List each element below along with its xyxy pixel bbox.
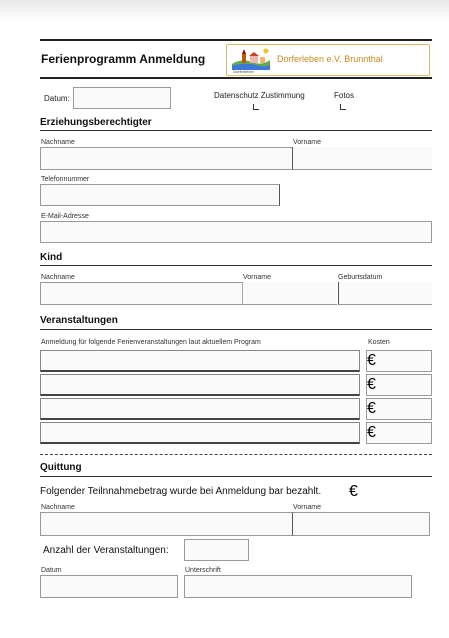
events-rule — [40, 329, 432, 330]
events-kosten-label: Kosten — [368, 339, 390, 346]
events-heading: Veranstaltungen — [40, 315, 118, 326]
event-row-1[interactable] — [40, 350, 360, 372]
guardian-email-label: E-Mail-Adresse — [41, 213, 89, 220]
receipt-unterschrift-label: Unterschrift — [185, 567, 221, 574]
euro-icon: € — [349, 483, 358, 500]
receipt-statement: Folgender Teilnnahmebetrag wurde bei Anmeldung bar bezahlt. — [40, 486, 322, 497]
header-bottom-rule — [40, 77, 432, 79]
datum-field[interactable] — [73, 87, 171, 109]
receipt-vorname-field[interactable] — [292, 512, 430, 536]
child-nachname-label: Nachname — [41, 274, 75, 281]
guardian-telefon-label: Telefonnummer — [41, 176, 90, 183]
receipt-nachname-label: Nachname — [41, 504, 75, 511]
top-shadow — [0, 0, 449, 22]
receipt-unterschrift-field[interactable] — [184, 575, 412, 598]
child-geburtsdatum-field[interactable] — [338, 282, 432, 305]
event-row-3[interactable] — [40, 398, 360, 420]
receipt-anzahl-label: Anzahl der Veranstaltungen: — [43, 545, 169, 556]
receipt-vorname-label: Vorname — [293, 504, 322, 511]
child-rule — [40, 265, 432, 266]
guardian-rule — [40, 130, 432, 131]
receipt-rule — [40, 476, 432, 477]
euro-icon: € — [367, 376, 376, 393]
child-heading: Kind — [40, 252, 63, 263]
datum-label: Datum: — [44, 94, 70, 103]
euro-icon: € — [367, 424, 376, 441]
form-title: Ferienprogramm Anmeldung — [41, 52, 206, 66]
child-nachname-field[interactable] — [40, 282, 242, 305]
logo-caption: Dorferleben — [233, 69, 254, 74]
euro-icon: € — [367, 400, 376, 417]
receipt-anzahl-field[interactable] — [184, 539, 249, 561]
guardian-heading: Erziehungsberechtigter — [40, 117, 152, 128]
header-top-rule — [40, 39, 432, 41]
receipt-datum-label: Datum — [41, 567, 62, 574]
cut-line — [40, 454, 432, 455]
event-row-2[interactable] — [40, 374, 360, 396]
org-logo-box — [226, 44, 430, 76]
guardian-telefon-field[interactable] — [40, 184, 280, 206]
guardian-nachname-field[interactable] — [40, 147, 292, 170]
guardian-vorname-label: Vorname — [293, 139, 322, 146]
datenschutz-label: Datenschutz Zustimmung — [214, 91, 305, 100]
events-anmeldung-label: Anmeldung für folgende Ferienveranstaltungen laut aktuellem Program — [41, 339, 261, 346]
guardian-vorname-field[interactable] — [292, 147, 432, 170]
child-vorname-label: Vorname — [243, 274, 272, 281]
euro-icon: € — [367, 352, 376, 369]
receipt-nachname-field[interactable] — [40, 512, 292, 536]
child-vorname-field[interactable] — [242, 282, 337, 305]
receipt-heading: Quittung — [40, 462, 82, 473]
guardian-nachname-label: Nachname — [41, 139, 75, 146]
receipt-datum-field[interactable] — [40, 575, 178, 598]
event-row-4[interactable] — [40, 422, 360, 444]
org-name: Dorferleben e.V. Brunnthal — [277, 54, 383, 64]
fotos-checkbox[interactable] — [340, 104, 346, 110]
datenschutz-checkbox[interactable] — [253, 104, 259, 110]
guardian-email-field[interactable] — [40, 221, 432, 243]
fotos-label: Fotos — [334, 91, 355, 100]
child-geburtsdatum-label: Geburtsdatum — [338, 274, 383, 281]
